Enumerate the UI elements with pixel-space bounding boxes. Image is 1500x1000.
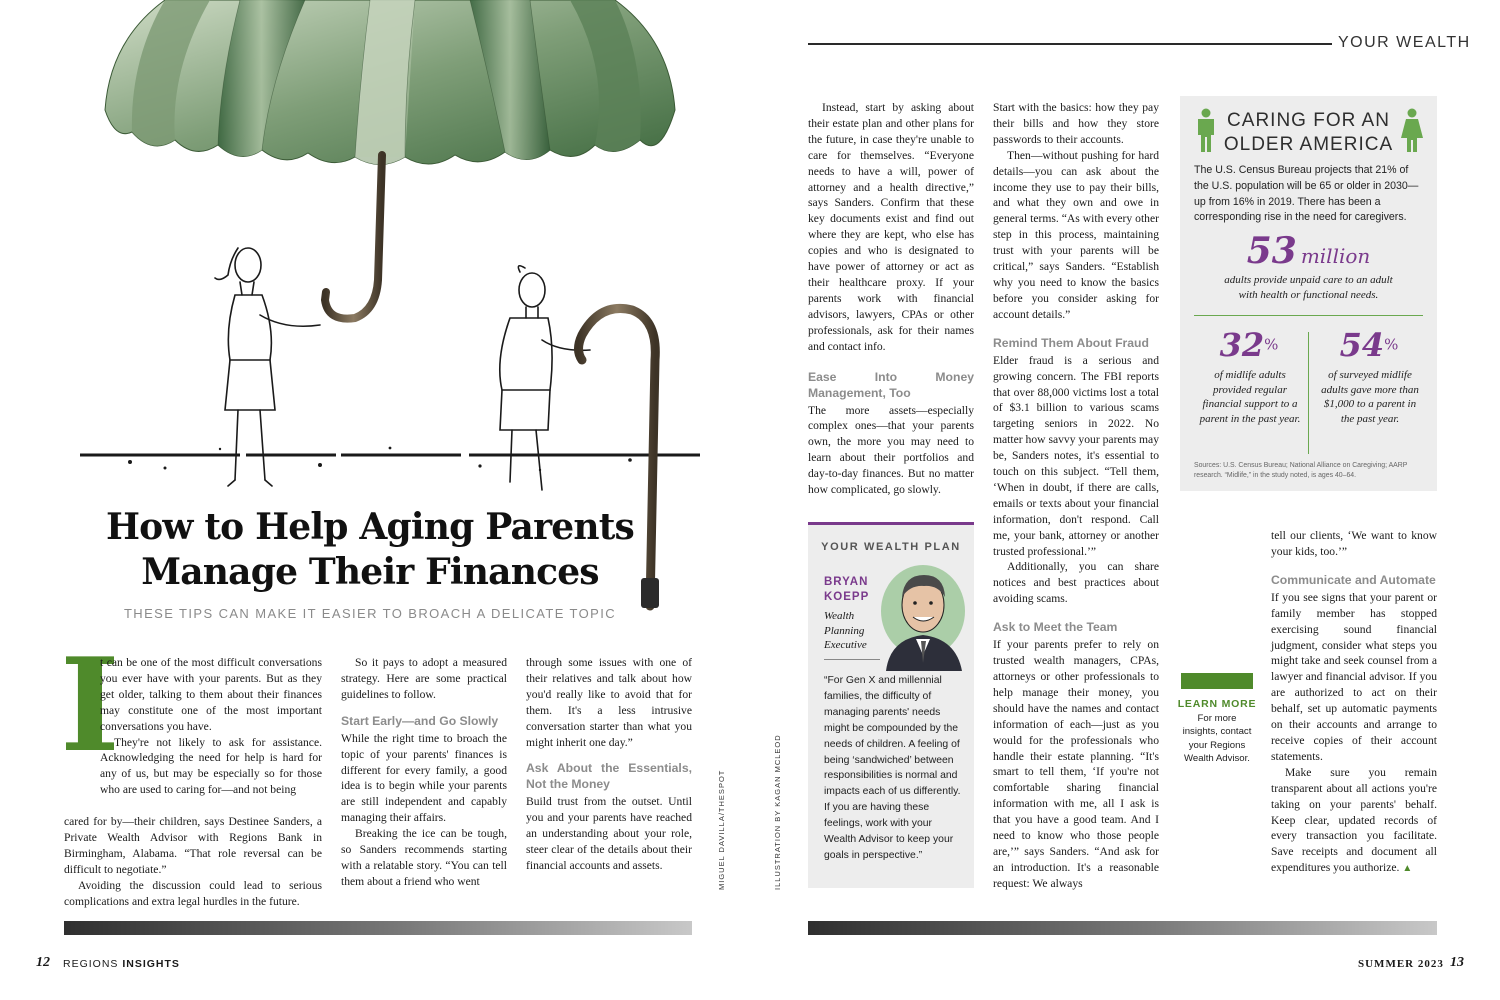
sidebar-title-line2: OLDER AMERICA (1223, 134, 1394, 155)
paragraph-text: Make sure you remain transparent about all actions you're taking on your parents' behalf. Keep clear, updated records of every transaction you facilitate. Save receipts and document all expenditures you authorize. (1271, 765, 1437, 875)
body-column-1 (100, 655, 322, 798)
body-column-3 (526, 655, 692, 874)
stat-unit: % (1384, 335, 1399, 354)
paragraph: cared for by—their children, says Destinee Sanders, a Private Wealth Advisor with Regions Bank in Birmingham, Alabama. “That role reversal can be difficult to negotiate.” (64, 815, 322, 876)
divider (824, 659, 880, 660)
right-column-1 (808, 100, 974, 498)
stat-caption: of midlife adults provided regular financial support to a parent in the past year. (1199, 369, 1301, 425)
paragraph: Breaking the ice can be tough, so Sanders recommends starting with a relatable story. “You can tell them about a friend who went (341, 827, 507, 888)
body-column-2 (341, 655, 507, 890)
subhead: Ease Into Money Management, Too (808, 369, 974, 400)
advisor-name (824, 575, 869, 653)
page-number-right: 13 (1450, 955, 1464, 970)
subhead: Ask to Meet the Team (993, 620, 1118, 635)
umbrella-icon (105, 0, 675, 165)
stat-53-million (1180, 230, 1437, 272)
paragraph: If you see signs that your parent or family member has stopped exercising sound financial judgment, consider what steps you might take and seek counsel from a lawyer and financial advisor. If you are authorized to act on their behalf, set up automatic payments on their accounts and arrange to receive copies of their account statements. (1271, 590, 1437, 763)
stat-54-percent (1314, 326, 1424, 364)
paragraph (1271, 765, 1437, 877)
end-mark-icon: ▲ (1402, 863, 1413, 875)
stats-sidebar (1180, 96, 1437, 491)
right-column-2 (993, 100, 1159, 892)
stat-caption: of surveyed midlife adults gave more than $1,000 to a parent in the past year. (1321, 369, 1419, 425)
right-column-3 (1271, 528, 1437, 877)
advisor-role: Wealth (824, 610, 855, 622)
publication-name (63, 958, 180, 970)
header-rule (808, 43, 1332, 45)
subhead: Ask About the Essentials, Not the Money (526, 761, 692, 792)
subhead: Communicate and Automate (1271, 572, 1436, 587)
sidebar-intro: The U.S. Census Bureau projects that 21% of the U.S. population will be 65 or older in 2030—up from 16% in 2019. There has been a corresponding rise in the need for caregivers. (1194, 164, 1419, 224)
stat-number: 32 (1219, 326, 1265, 364)
photo-credit: MIGUEL DAVILLA/THESPOT (717, 769, 726, 890)
paragraph: Build trust from the outset. Until you and your parents have reached an understanding about your role, steer clear of the details about their financial accounts and assets. (526, 795, 692, 873)
wealth-plan-label: YOUR WEALTH PLAN (821, 541, 961, 553)
man-icon (1194, 108, 1218, 152)
stat-unit: % (1264, 335, 1279, 354)
woman-icon (1400, 108, 1424, 152)
paragraph: tell our clients, ‘We want to know your kids, too.’” (1271, 529, 1437, 558)
advisor-role: Planning (824, 624, 865, 637)
subhead: Remind Them About Fraud (993, 335, 1149, 350)
publication-name-bold: INSIGHTS (122, 958, 180, 970)
learn-more-text: For more insights, contact your Regions Wealth Advisor. (1182, 713, 1252, 765)
article-title-line2: Manage Their Finances (141, 551, 599, 593)
illustration-credit: ILLUSTRATION BY KAGAN MCLEOD (773, 734, 782, 890)
article-deck: THESE TIPS CAN MAKE IT EASIER TO BROACH A DELICATE TOPIC (123, 606, 617, 621)
footer-bar-right (808, 921, 1437, 935)
paragraph: Instead, start by asking about their estate plan and other plans for the future, in case they're unable to care for themselves. “Everyone needs to have a will, power of attorney and a health directive,” says Sanders. Confirm that these key documents exist and find out where they are kept, who else has copies and who is designated to have power of attorney or act as their healthcare proxy. If your parents work with financial advisors, lawyers, CPAs or other professionals, ask for their names and contact info. (808, 101, 974, 353)
paragraph: t can be one of the most difficult conversations you ever have with your parents. But as they get older, talking to them about their finances may constitute one of the most important conversations you have. (100, 656, 322, 733)
advisor-last-name: KOEPP (824, 591, 870, 603)
subhead: Start Early—and Go Slowly (341, 713, 499, 728)
advisor-first-name: BRYAN (824, 576, 869, 588)
paragraph: So it pays to adopt a measured strategy. Here are some practical guidelines to follow. (341, 656, 507, 701)
paragraph: While the right time to broach the topic of your parents' finances is different for every family, a good idea is to begin while your parents are still independent and capably managing their affairs. (341, 731, 507, 825)
paragraph: Start with the basics: how they pay their bills and how they store passwords to their accounts. (993, 101, 1159, 146)
sidebar-title (1220, 109, 1397, 157)
stat-caption: adults provide unpaid care to an adult with health or functional needs. (1224, 274, 1393, 301)
stat-32-percent (1194, 326, 1304, 364)
paragraph: Avoiding the discussion could lead to serious complications and extra legal hurdles in the future. (64, 878, 322, 908)
paragraph: The more assets—especially complex ones—that your parents own, the more you may need to learn about their portfolios and day-to-day finances. But no matter how complicated, go slowly. (808, 403, 974, 497)
issue-date: SUMMER 2023 (1358, 958, 1444, 970)
advisor-quote: “For Gen X and millennial families, the difficulty of managing parents' needs might be compounded by the needs of children. A feeling of being ‘sandwiched’ between responsibilities is normal and impacts each of us differently. If you are having these feelings, work with your Wealth Advisor to keep your goals in perspective.” (824, 675, 961, 861)
advisor-portrait (878, 559, 968, 671)
section-header: YOUR WEALTH (1338, 34, 1471, 51)
sidebar-title-line1: CARING FOR AN (1227, 110, 1390, 131)
learn-more-bar (1181, 673, 1253, 689)
learn-more-heading: LEARN MORE (1177, 698, 1257, 710)
stat-number: 54 (1339, 326, 1385, 364)
paragraph: through some issues with one of their relatives and talk about how you'd really like to avoid that for them. It's a less intrusive conversation starter than what you might inherit one day.” (526, 656, 692, 749)
wealth-plan-box (808, 522, 974, 888)
body-column-1-lower (64, 814, 322, 909)
advisor-role: Executive (824, 639, 867, 651)
publication-name-regular: REGIONS (63, 958, 123, 970)
divider (1308, 332, 1309, 454)
stat-number: 53 (1246, 230, 1297, 272)
footer-bar-left (64, 921, 692, 935)
paragraph: Additionally, you can share notices and best practices about avoiding scams. (993, 560, 1159, 606)
paragraph: If your parents prefer to rely on trusted wealth managers, CPAs, attorneys or other professionals to help manage their money, you should have the names and contact information of each—just as you would for the professionals who handle their estate planning. “It's smart to tell them, ‘If you're not comfortable sharing financial information with me, all I ask is that you have a good team. And I need to know who those people are,’” says Sanders. “And ask for an introduction. It's a reasonable request: We always (993, 638, 1159, 890)
woman-figure-icon (215, 248, 320, 486)
divider (1194, 315, 1423, 316)
stat-unit: million (1300, 244, 1371, 268)
paragraph: Then—without pushing for hard details—you can ask about the income they use to pay their bills, and what they own and owe in general terms. “As with every other step in this process, maintaining trust with your parents will be critical,” says Sanders. “Establish why you need to know the basics before you consider asking for account details.” (993, 148, 1159, 321)
paragraph: Elder fraud is a serious and growing concern. The FBI reports that over 88,000 victims lost a total of $3.1 billion to various scams targeting seniors in 2022. No matter how savvy your parents may be, Sanders notes, it's essential to touch on this subject. “Tell them, ‘When in doubt, if there are calls, emails or texts about your financial information, don't respond. Call me, your bank, attorney or another trusted professional.’” (993, 353, 1159, 558)
drop-cap: I (60, 631, 120, 781)
article-title-line1: How to Help Aging Parents (105, 506, 635, 548)
paragraph: They're not likely to ask for assistance. Acknowledging the need for help is hard for any of us, but may be especially so for those who are used to caring for—and not being (100, 735, 322, 797)
page-number-left: 12 (36, 955, 50, 970)
sidebar-sources: Sources: U.S. Census Bureau; National Alliance on Caregiving; AARP research. “Midlife,” in the study noted, is ages 40–64. (1194, 462, 1408, 479)
